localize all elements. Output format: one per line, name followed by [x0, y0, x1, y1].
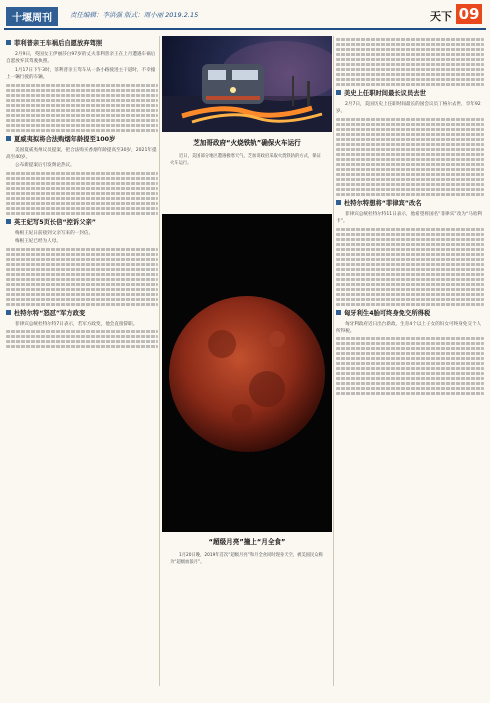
bullet-square-icon [6, 219, 11, 224]
article [336, 90, 484, 196]
text-line-placeholder [336, 68, 484, 71]
blood-moon-photo [162, 214, 332, 532]
photo-column [162, 36, 332, 686]
editor-meta: 责任编辑：李洪强 版式：周小丽 2019.2.15 [70, 11, 199, 19]
text-line-placeholder [336, 377, 484, 380]
text-line-placeholder [336, 148, 484, 151]
article-paragraph: 2月7日，美国历史上任职时间最长的国会议员丁格尔去世，享年92岁。 [336, 102, 481, 115]
text-line-placeholder [6, 84, 158, 87]
text-line-placeholder [336, 78, 484, 81]
text-line-placeholder [6, 202, 158, 205]
text-line-placeholder [336, 278, 484, 281]
article-paragraph: 梅根王妃日前接到父亲写来的一封信。 [15, 230, 94, 236]
text-line-placeholder [336, 243, 484, 246]
text-line-placeholder [336, 347, 484, 350]
text-line-placeholder [6, 192, 158, 195]
train-illustration [162, 36, 332, 132]
text-line-placeholder [6, 253, 158, 256]
text-line-placeholder [6, 303, 158, 306]
text-line-placeholder [336, 362, 484, 365]
text-line-placeholder [6, 187, 158, 190]
text-line-placeholder [6, 335, 158, 338]
text-line-placeholder [6, 94, 158, 97]
article [6, 40, 158, 132]
text-line-placeholder [336, 283, 484, 286]
article [6, 219, 158, 306]
moon-illustration [162, 214, 332, 532]
text-line-placeholder [336, 183, 484, 186]
text-line-placeholder [6, 172, 158, 175]
article-paragraph: 菲律宾总统杜特尔特11日表示，他希望将国名“菲律宾”改为“马哈利卡”。 [336, 211, 483, 225]
text-line-placeholder [6, 248, 158, 251]
text-line-placeholder [6, 298, 158, 301]
text-line-placeholder [336, 258, 484, 261]
article-paragraph: 2月9日，英国女王伊丽莎白97岁的丈夫菲利普亲王在上月遭遇车祸后自愿放弃其驾驶执照。 [6, 52, 156, 65]
article-paragraph: 梅根王妃已经为人母。 [15, 239, 61, 245]
bullet-square-icon [6, 40, 11, 45]
text-line-placeholder [336, 288, 484, 291]
text-line-placeholder [6, 109, 158, 112]
bullet-square-icon [336, 310, 341, 315]
text-line-placeholder [6, 99, 158, 102]
text-line-placeholder [336, 372, 484, 375]
text-line-placeholder [336, 193, 484, 196]
article-paragraph: 匈牙利政府近日出台新政，生育4个以上子女的妇女可终身免交个人所得税。 [336, 321, 482, 335]
bullet-square-icon [6, 310, 11, 315]
photo-caption-title: “超级月亮”撞上“月全食” [208, 538, 286, 546]
bullet-square-icon [6, 136, 11, 141]
text-line-placeholder [6, 345, 158, 348]
text-line-placeholder [336, 342, 484, 345]
article-paragraph: 美国夏威夷州议员提案，把合法购买香烟年龄提高至30岁，2021年提高至40岁。 [6, 147, 157, 161]
bullet-square-icon [336, 90, 341, 95]
text-line-placeholder [336, 392, 484, 395]
text-line-placeholder [336, 263, 484, 266]
text-line-placeholder [336, 143, 484, 146]
text-line-placeholder [336, 123, 484, 126]
text-line-placeholder [6, 104, 158, 107]
text-line-placeholder [6, 182, 158, 185]
text-line-placeholder [336, 178, 484, 181]
text-line-placeholder [336, 168, 484, 171]
article-headline: 匈牙利生4胎可终身免交所得税 [344, 309, 431, 317]
article [336, 310, 484, 396]
article [6, 310, 158, 348]
column-divider [159, 36, 160, 686]
text-line-placeholder [336, 173, 484, 176]
text-line-placeholder [6, 212, 158, 215]
text-line-placeholder [336, 133, 484, 136]
text-line-placeholder [336, 367, 484, 370]
text-line-placeholder [6, 293, 158, 296]
text-line-placeholder [6, 129, 158, 132]
text-line-placeholder [336, 128, 484, 131]
article-headline: 夏威夷拟将合法购烟年龄提至100岁 [14, 135, 116, 143]
text-line-placeholder [6, 197, 158, 200]
text-line-placeholder [6, 273, 158, 276]
page-header [0, 0, 490, 28]
text-line-placeholder [336, 73, 484, 76]
bullet-square-icon [336, 200, 341, 205]
text-line-placeholder [336, 158, 484, 161]
photo-caption-text: 近日，美国部分地区遭遇极寒天气，芝加哥政府采取火烧铁轨的方式，保证火车运行。 [170, 154, 321, 167]
text-line-placeholder [336, 337, 484, 340]
text-line-placeholder [6, 288, 158, 291]
article-paragraph: 公布新提案后引发舆论热议。 [15, 163, 75, 169]
text-line-placeholder [336, 268, 484, 271]
text-line-placeholder [336, 138, 484, 141]
text-line-placeholder [336, 253, 484, 256]
text-line-placeholder [6, 263, 158, 266]
text-line-placeholder [6, 177, 158, 180]
text-line-placeholder [336, 298, 484, 301]
text-line-placeholder [336, 357, 484, 360]
article-headline: 英王妃写5页长信“控诉父亲” [14, 218, 96, 226]
text-line-placeholder [336, 188, 484, 191]
train-photo [162, 36, 332, 132]
article [6, 136, 158, 215]
text-line-placeholder [336, 43, 484, 46]
text-line-placeholder [6, 268, 158, 271]
photo-caption-title: 芝加哥政府“火烧铁轨”确保火车运行 [193, 139, 301, 147]
article [336, 200, 484, 306]
left-column [6, 36, 158, 350]
right-column [336, 36, 484, 397]
photo-caption-text: 1月20日晚，2019年首次“超级月亮”和月全食同时现身天空，被美国民众称为“超级血狼月”。 [170, 553, 323, 566]
text-line-placeholder [6, 124, 158, 127]
text-line-placeholder [336, 48, 484, 51]
newspaper-brand: 十堰周刊 [6, 7, 58, 26]
text-line-placeholder [336, 118, 484, 121]
text-line-placeholder [6, 89, 158, 92]
text-line-placeholder [336, 83, 484, 86]
text-line-placeholder [336, 293, 484, 296]
text-line-placeholder [6, 119, 158, 122]
text-line-placeholder [6, 114, 158, 117]
text-line-placeholder [6, 278, 158, 281]
text-line-placeholder [6, 283, 158, 286]
text-line-placeholder [336, 352, 484, 355]
text-line-placeholder [336, 53, 484, 56]
text-line-placeholder [336, 303, 484, 306]
article-paragraph: 菲律宾总统杜特尔特7日表示，若军方政变，他会直接辞职。 [15, 321, 138, 327]
text-line-placeholder [336, 228, 484, 231]
text-line-placeholder [6, 258, 158, 261]
text-line-placeholder [6, 340, 158, 343]
text-line-placeholder [336, 238, 484, 241]
text-line-placeholder [336, 382, 484, 385]
text-line-placeholder [336, 38, 484, 41]
text-line-placeholder [336, 63, 484, 66]
page-number-badge: 09 [456, 4, 482, 24]
text-line-placeholder [336, 233, 484, 236]
text-line-placeholder [336, 58, 484, 61]
column-divider [333, 36, 334, 686]
article-headline: 菲利普亲王车祸后自愿放弃驾照 [14, 40, 103, 47]
text-line-placeholder [6, 207, 158, 210]
article-headline: 杜特尔特想将“菲律宾”改名 [344, 199, 422, 207]
section-title: 天下 [430, 10, 452, 23]
text-line-placeholder [336, 273, 484, 276]
text-line-placeholder [336, 387, 484, 390]
text-line-placeholder [336, 248, 484, 251]
text-line-placeholder [336, 163, 484, 166]
text-line-placeholder [336, 153, 484, 156]
article-paragraph: 1月17日下午3时，菲利普亲王驾车从一条小路驶进主干道时，不幸撞上一辆行驶的车辆。 [6, 67, 156, 81]
header-rule [4, 28, 486, 30]
article-headline: 杜特尔特“怒怼”军方政变 [14, 309, 86, 317]
article-headline: 美史上任职时间最长议员去世 [344, 90, 426, 97]
text-line-placeholder [6, 330, 158, 333]
